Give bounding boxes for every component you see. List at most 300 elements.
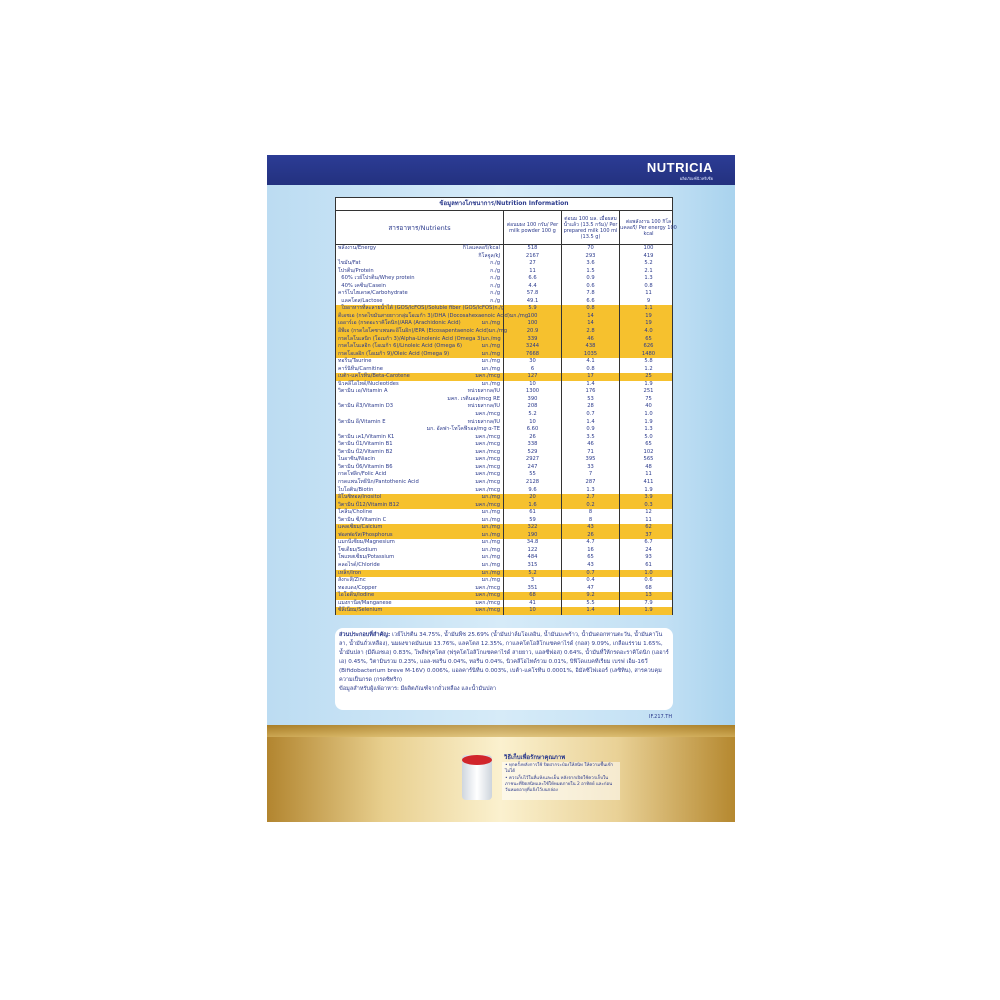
value-per-prepared: 0.8 [561,366,619,374]
nutrient-name: ดีเอชเอ (กรดไขมันสายยาวกลุ่มโอเมก้า 3)/DHA (Docosahexaenoic Acid) [338,312,510,319]
ingredients-text: เวย์โปรตีน 34.75%, น้ำมันพืช 25.69% (น้ำมันปาล์มโอเลอิน, น้ำมันมะพร้าว, น้ำมันดอกทานตะวัน, น้ำมันคาโนลา, น้ำมันถั่วเหลือง), นมผงขาดมันเนย 13.76%, แลคโตส 12.35%, กาแลคโตโอลิโกแซคคาไรด์ (กอส) 9.09%, เกลือแร่รวม 1.65%, น้ำมันปลา (มีดีเอชเอ) 0.83%, โพลีฟรุคโตส (ฟรุคโตโอลิโกแซคคาไรด์ สายยาว, แอลซีฟอส) 0.64%, น้ำมันที่ให้กรดอะราคิโดนิก (เออาร์เอ) 0.45%, วิตามินรวม 0.23%, แอล-ทอรีน 0.04%, ทอรีน 0.04%, นิวคลีโอไทด์รวม 0.01%, บิฟิโดแบคทีเรียม เบรฟ เอ็ม-16วี (Bifidobacterium breve M-16V) 0.006%, แอลคาร์นิทีน 0.003%, เบต้า-แคโรทีน 0.0001%, อิมัลซิไฟเออร์ (เลซิทิน), สารควบคุมความเป็นกรด (กรดซิทริก) [339,632,669,683]
nutrient-unit: มคก./mcg [475,607,500,614]
nutrient-name: วิตามิน บี2/Vitamin B2 [338,448,393,455]
nutrient-cell [336,502,503,510]
value-per-powder: 315 [503,562,561,570]
nutrient-name: แคลเซียม/Calcium [338,524,383,531]
value-per-prepared: 14 [561,320,619,328]
value-per-powder: 6.60 [503,426,561,434]
table-row [336,419,672,427]
brand-logo: NUTRICIA [646,160,713,175]
value-per-powder: 30 [503,358,561,366]
value-per-energy: 68 [619,585,677,593]
brand-header-bar [267,155,735,185]
value-per-energy: 1.2 [619,366,677,374]
value-per-powder: 41 [503,600,561,608]
nutrient-name: เบต้า-แคโรทีน/Beta-Carotene [338,373,410,380]
nutrition-table [335,197,677,615]
nutrient-cell [336,539,503,547]
value-per-powder: 10 [503,419,561,427]
value-per-prepared: 2.7 [561,494,619,502]
nutrient-name: อิโนซิทอล/Inositol [338,494,382,501]
table-row [336,449,672,457]
table-row [336,373,672,381]
value-per-energy: 13 [619,592,677,600]
nutrient-name: วิตามิน เอ/Vitamin A [338,388,388,395]
table-row [336,524,672,532]
value-per-energy: 11 [619,290,677,298]
nutrient-unit: มคก. เรตินอล/mcg RE [447,395,500,402]
nutrient-unit: มคก./mcg [475,584,500,591]
table-row [336,275,672,283]
value-per-powder: 27 [503,260,561,268]
table-row [336,336,672,344]
ingredients-panel [335,628,673,710]
table-row [336,479,672,487]
value-per-energy: 0.6 [619,577,677,585]
value-per-prepared: 6.6 [561,298,619,306]
nutrient-cell [336,456,503,464]
value-per-energy: 61 [619,562,677,570]
header-per-energy: ต่อพลังงาน 100 กิโลแคลอรี/ Per energy 100 kcal [619,211,677,244]
nutrient-name: แมกนีเซียม/Magnesium [338,539,395,546]
value-per-prepared: 3.5 [561,434,619,442]
nutrient-unit: มก./mg [481,539,500,546]
nutrient-name: กรดไลโนเลอิก (โอเมก้า 6)/Linoleic Acid (Omega 6) [338,343,463,350]
nutrient-cell [336,245,503,253]
nutrient-name: สังกะสี/Zinc [338,577,366,584]
value-per-prepared: 16 [561,547,619,555]
value-per-energy: 5.2 [619,260,677,268]
value-per-prepared: 293 [561,253,619,261]
nutrient-unit: ก./g [490,260,500,267]
table-row [336,426,672,434]
nutrient-unit: ก./g [490,290,500,297]
value-per-prepared: 0.9 [561,275,619,283]
value-per-energy: 419 [619,253,677,261]
value-per-energy: 102 [619,449,677,457]
table-row [336,320,672,328]
nutrient-unit: มคก./mcg [475,463,500,470]
value-per-powder: 100 [503,320,561,328]
nutrient-cell [336,411,503,419]
value-per-prepared: 7.8 [561,290,619,298]
value-per-powder: 5.9 [503,305,561,313]
nutrient-cell [336,373,503,381]
nutrient-unit: ก./g [490,282,500,289]
nutrient-unit: มก./mg [481,494,500,501]
header-nutrients: สารอาหาร/Nutrients [388,223,451,232]
nutrient-cell [336,479,503,487]
nutrient-cell [336,570,503,578]
nutrient-unit: มก./mg [481,358,500,365]
nutrient-name: 40% เคซีน/Casein [338,282,386,289]
table-row [336,600,672,608]
value-per-powder: 59 [503,517,561,525]
value-per-powder: 9.6 [503,487,561,495]
nutrient-name: ทองแดง/Copper [338,584,377,591]
nutrient-unit: ก./g [490,297,500,304]
nutrient-unit: มก. อัลฟา-โทโคฟีรอล/mg α-TE [426,426,500,433]
value-per-energy: 5.0 [619,434,677,442]
value-per-energy: 1.0 [619,570,677,578]
value-per-energy: 11 [619,471,677,479]
value-per-prepared: 14 [561,313,619,321]
nutrient-unit: ก./g [490,267,500,274]
nutrient-cell [336,494,503,502]
value-per-prepared: 0.7 [561,570,619,578]
nutrient-unit: มคก./mcg [475,373,500,380]
nutrient-unit: มก./mg [481,350,500,357]
nutrient-cell [336,343,503,351]
nutrient-unit: มก./mg [488,328,508,335]
nutrient-name: กรดไลโนเลนิก (โอเมก้า 3)/Alpha-Linolenic Acid (Omega 3) [338,335,483,342]
value-per-energy: 0.3 [619,502,677,510]
value-per-powder: 10 [503,381,561,389]
table-row [336,411,672,419]
value-per-prepared: 0.9 [561,426,619,434]
value-per-prepared: 70 [561,245,619,253]
table-row [336,577,672,585]
product-code: IF.217.TH [649,714,673,720]
nutrient-cell [336,275,503,283]
value-per-prepared: 1.5 [561,268,619,276]
value-per-powder: 26 [503,434,561,442]
value-per-powder: 5.2 [503,411,561,419]
table-body [336,245,672,615]
nutrient-name: ไบโอติน/Biotin [338,486,374,493]
nutrient-unit: มก./mg [481,509,500,516]
value-per-prepared: 28 [561,403,619,411]
nutrient-cell [336,305,503,313]
nutrient-name: อีพีเอ (กรดไอโคซาเพนตะอีโนอิก)/EPA (Eicosapentaenoic Acid) [338,328,489,335]
nutrient-name: วิตามิน บี6/Vitamin B6 [338,463,393,470]
value-per-prepared: 0.7 [561,411,619,419]
nutrient-unit: มคก./mcg [475,448,500,455]
table-row [336,585,672,593]
value-per-energy: 25 [619,373,677,381]
nutrient-unit: มก./mg [481,569,500,576]
value-per-energy: 565 [619,456,677,464]
table-row [336,253,672,261]
table-row [336,388,672,396]
value-per-powder: 3244 [503,343,561,351]
table-row [336,464,672,472]
nutrient-name: กรดโอเลอิก (โอเมก้า 9)/Oleic Acid (Omega 9) [338,350,450,357]
nutrient-unit: มคก./mcg [475,456,500,463]
nutrient-cell [336,524,503,532]
value-per-powder: 2128 [503,479,561,487]
storage-title: วิธีเก็บเพื่อรักษาคุณภาพ [504,754,566,761]
nutrient-name: โคลีน/Choline [338,509,373,516]
nutrient-unit: หน่วยสากล/IU [467,403,500,410]
value-per-powder: 351 [503,585,561,593]
value-per-powder: 10 [503,607,561,615]
nutrient-cell [336,328,508,336]
table-row [336,517,672,525]
value-per-prepared: 43 [561,562,619,570]
nutrient-cell [336,487,503,495]
nutrient-unit: มก./mg [481,577,500,584]
value-per-powder: 2167 [503,253,561,261]
nutrient-unit: มก./mg [482,335,501,342]
value-per-powder: 7668 [503,351,561,359]
value-per-prepared: 46 [561,336,619,344]
value-per-powder: 127 [503,373,561,381]
nutrient-unit: หน่วยสากล/IU [467,418,500,425]
table-row [336,562,672,570]
ingredients-label: ส่วนประกอบที่สำคัญ: [339,632,391,638]
nutrient-cell [336,441,503,449]
value-per-powder: 6.6 [503,275,561,283]
value-per-energy: 7.9 [619,600,677,608]
value-per-powder: 1300 [503,388,561,396]
value-per-energy: 24 [619,547,677,555]
value-per-prepared: 0.8 [561,305,619,313]
nutrient-cell [336,509,503,517]
value-per-powder: 57.8 [503,290,561,298]
table-row [336,456,672,464]
value-per-prepared: 438 [561,343,619,351]
nutrient-name: โซเดียม/Sodium [338,546,378,553]
table-row [336,502,672,510]
nutrient-cell [336,260,503,268]
table-row [336,358,672,366]
table-row [336,343,672,351]
value-per-prepared: 0.2 [561,502,619,510]
value-per-prepared: 0.6 [561,283,619,291]
nutrient-name: กรดโฟลิก/Folic Acid [338,471,387,478]
nutrient-cell [336,471,503,479]
nutrient-unit: มก./mg [481,343,500,350]
value-per-prepared: 17 [561,373,619,381]
value-per-energy: 65 [619,336,677,344]
value-per-prepared: 5.5 [561,600,619,608]
nutrient-unit: มก./mg [481,561,500,568]
product-package [267,155,735,822]
value-per-prepared: 26 [561,532,619,540]
nutrient-name: ซีลีเนียม/Selenium [338,607,383,614]
value-per-energy: 19 [619,320,677,328]
value-per-energy: 5.8 [619,358,677,366]
nutrient-name: โปรตีน/Protein [338,267,374,274]
nutrient-cell [336,320,503,328]
value-per-prepared: 7 [561,471,619,479]
value-per-energy: 4.0 [619,328,677,336]
value-per-powder: 2927 [503,456,561,464]
header-per-powder: ต่อนมผง 100 กรัม/ Per milk powder 100 g [503,211,561,244]
value-per-energy: 1.9 [619,607,677,615]
nutrient-unit: มคก./mcg [475,471,500,478]
value-per-energy: 12 [619,509,677,517]
storage-list [502,762,620,800]
nutrient-unit: มก./mg [481,320,500,327]
table-title: ข้อมูลทางโภชนาการ/Nutrition Information [336,198,672,211]
value-per-energy: 1.1 [619,305,677,313]
nutrient-unit: มก./mg [481,524,500,531]
value-per-energy: 1.3 [619,426,677,434]
nutrient-name: ทอรีน/Taurine [338,358,372,365]
table-row [336,290,672,298]
nutrient-name: พลังงาน/Energy [338,245,377,251]
nutrient-name: คาร์นิทีน/Carnitine [338,365,383,372]
value-per-energy: 6.7 [619,539,677,547]
nutrient-unit: กิโลแคลอรี/kcal [462,245,500,251]
nutrient-name: ใยอาหารที่ละลายน้ำได้ (GOS/lcFOS)/Soluble fiber (GOS/lcFOS) [338,305,495,312]
nutrient-cell [336,554,503,562]
milk-can-icon [462,755,492,800]
value-per-prepared: 4.7 [561,539,619,547]
nutrient-name: ไอโอดีน/Iodine [338,592,375,599]
value-per-energy: 1.0 [619,411,677,419]
value-per-prepared: 65 [561,554,619,562]
table-row [336,305,672,313]
value-per-powder: 6 [503,366,561,374]
value-per-prepared: 176 [561,388,619,396]
value-per-energy: 65 [619,441,677,449]
nutrient-name: วิตามิน อี/Vitamin E [338,418,386,425]
value-per-powder: 20 [503,494,561,502]
nutrient-unit: มก./mg [481,380,500,387]
nutrient-unit: มคก./mcg [475,486,500,493]
table-header [336,211,677,245]
nutrient-name: นิวคลีโอไทด์/Nucleotides [338,380,399,387]
value-per-energy: 75 [619,396,677,404]
value-per-powder: 338 [503,441,561,449]
value-per-powder: 529 [503,449,561,457]
value-per-energy: 1.9 [619,381,677,389]
value-per-prepared: 1.4 [561,607,619,615]
value-per-powder: 34.8 [503,539,561,547]
nutrient-cell [336,577,503,585]
value-per-energy: 626 [619,343,677,351]
nutrient-name: แลคโตส/Lactose [338,297,383,304]
value-per-energy: 100 [619,245,677,253]
header-per-prepared: ต่อนม 100 มล. เมื่อผสมน้ำแล้ว (13.5 กรัม)/ Per prepared milk 100 ml (13.5 g) [561,211,619,244]
value-per-prepared: 287 [561,479,619,487]
nutrient-name: กรดแพนโทธีนิก/Pantothenic Acid [338,478,419,485]
nutrient-cell [336,358,503,366]
table-row [336,509,672,517]
value-per-energy: 0.8 [619,283,677,291]
value-per-energy: 37 [619,532,677,540]
value-per-energy: 11 [619,517,677,525]
value-per-powder: 3 [503,577,561,585]
gold-band-shade [267,725,735,737]
value-per-prepared: 3.6 [561,260,619,268]
nutrient-unit: ก./g [494,305,505,312]
nutrient-cell [336,388,503,396]
value-per-prepared: 1.4 [561,419,619,427]
value-per-energy: 411 [619,479,677,487]
value-per-energy: 19 [619,313,677,321]
nutrient-cell [336,426,503,434]
value-per-energy: 251 [619,388,677,396]
nutrient-name: เหล็ก/Iron [338,569,362,576]
allergen-info: ข้อมูลสำหรับผู้แพ้อาหาร: มีผลิตภัณฑ์จากถั่วเหลือง และน้ำมันปลา [339,686,497,692]
nutrient-unit: มคก./mcg [475,441,500,448]
value-per-powder: 68 [503,592,561,600]
table-row [336,607,672,615]
value-per-powder: 20.9 [503,328,561,336]
value-per-powder: 322 [503,524,561,532]
value-per-prepared: 2.8 [561,328,619,336]
nutrient-name: แมงกานีส/Manganese [338,599,392,606]
value-per-powder: 1.6 [503,502,561,510]
brand-subtitle: ผลิตภัณฑ์นิวทริเซีย [679,176,713,181]
value-per-energy: 3.9 [619,494,677,502]
nutrient-unit: มก./mg [509,312,529,319]
value-per-powder: 49.1 [503,298,561,306]
value-per-energy: 48 [619,464,677,472]
value-per-energy: 93 [619,554,677,562]
value-per-powder: 484 [503,554,561,562]
nutrient-name: วิตามิน บี12/Vitamin B12 [338,501,400,508]
value-per-prepared: 47 [561,585,619,593]
table-row [336,260,672,268]
nutrient-cell [336,336,503,344]
table-row [336,245,672,253]
table-row [336,403,672,411]
nutrient-name: 60% เวย์โปรตีน/Whey protein [338,275,415,282]
nutrient-unit: มคก./mcg [475,478,500,485]
storage-item: • ทุกครั้งหลังการใช้ ปิดฝากระป๋องให้สนิท ให้ความชื้นเข้าไม่ได้ [505,763,614,774]
value-per-powder: 122 [503,547,561,555]
value-per-energy: 62 [619,524,677,532]
can-lid-icon [462,755,492,765]
nutrient-name: วิตามิน บี1/Vitamin B1 [338,441,393,448]
nutrient-name: ฟอสฟอรัส/Phosphorus [338,531,393,538]
nutrient-unit: มคก./mcg [475,592,500,599]
nutrient-unit: มคก./mcg [475,411,500,418]
nutrient-unit: มก./mg [481,365,500,372]
nutrient-cell [336,253,503,261]
value-per-prepared: 46 [561,441,619,449]
nutrient-name: เออาร์เอ (กรดอะราคิโดนิก)/ARA (Arachidonic Acid) [338,320,461,327]
value-per-powder: 390 [503,396,561,404]
nutrient-unit: มก./mg [481,531,500,538]
nutrient-cell [336,607,503,615]
value-per-prepared: 8 [561,509,619,517]
nutrient-name: วิตามิน ดี3/Vitamin D3 [338,403,394,410]
value-per-prepared: 0.4 [561,577,619,585]
value-per-prepared: 395 [561,456,619,464]
table-row [336,471,672,479]
table-row [336,351,672,359]
value-per-prepared: 33 [561,464,619,472]
nutrient-name: วิตามิน เค1/Vitamin K1 [338,433,395,440]
table-row [336,487,672,495]
value-per-powder: 11 [503,268,561,276]
value-per-powder: 208 [503,403,561,411]
value-per-powder: 61 [503,509,561,517]
nutrient-cell [336,290,503,298]
nutrient-name: ไขมัน/Fat [338,260,361,267]
nutrient-cell [336,562,503,570]
value-per-energy: 1480 [619,351,677,359]
storage-item: • ควรเก็บไว้ในที่แห้งและเย็น หลังจากเปิดใช้ควรเก็บในภาชนะที่ปิดสนิทและใช้ให้หมดภายใน 2 อาทิตย์ และก่อนวันหมดอายุที่แจ้งไว้บนกล่อง [505,776,613,793]
value-per-energy: 1.9 [619,419,677,427]
table-row [336,494,672,502]
nutrient-name: คลอไรด์/Chloride [338,561,380,568]
value-per-prepared: 8 [561,517,619,525]
value-per-prepared: 53 [561,396,619,404]
nutrient-name: คาร์โบไฮเดรต/Carbohydrate [338,290,408,297]
nutrient-unit: มก./mg [481,554,500,561]
value-per-prepared: 1.4 [561,381,619,389]
nutrient-unit: มก./mg [481,516,500,523]
nutrient-name: ไนอาซิน/Niacin [338,456,376,463]
